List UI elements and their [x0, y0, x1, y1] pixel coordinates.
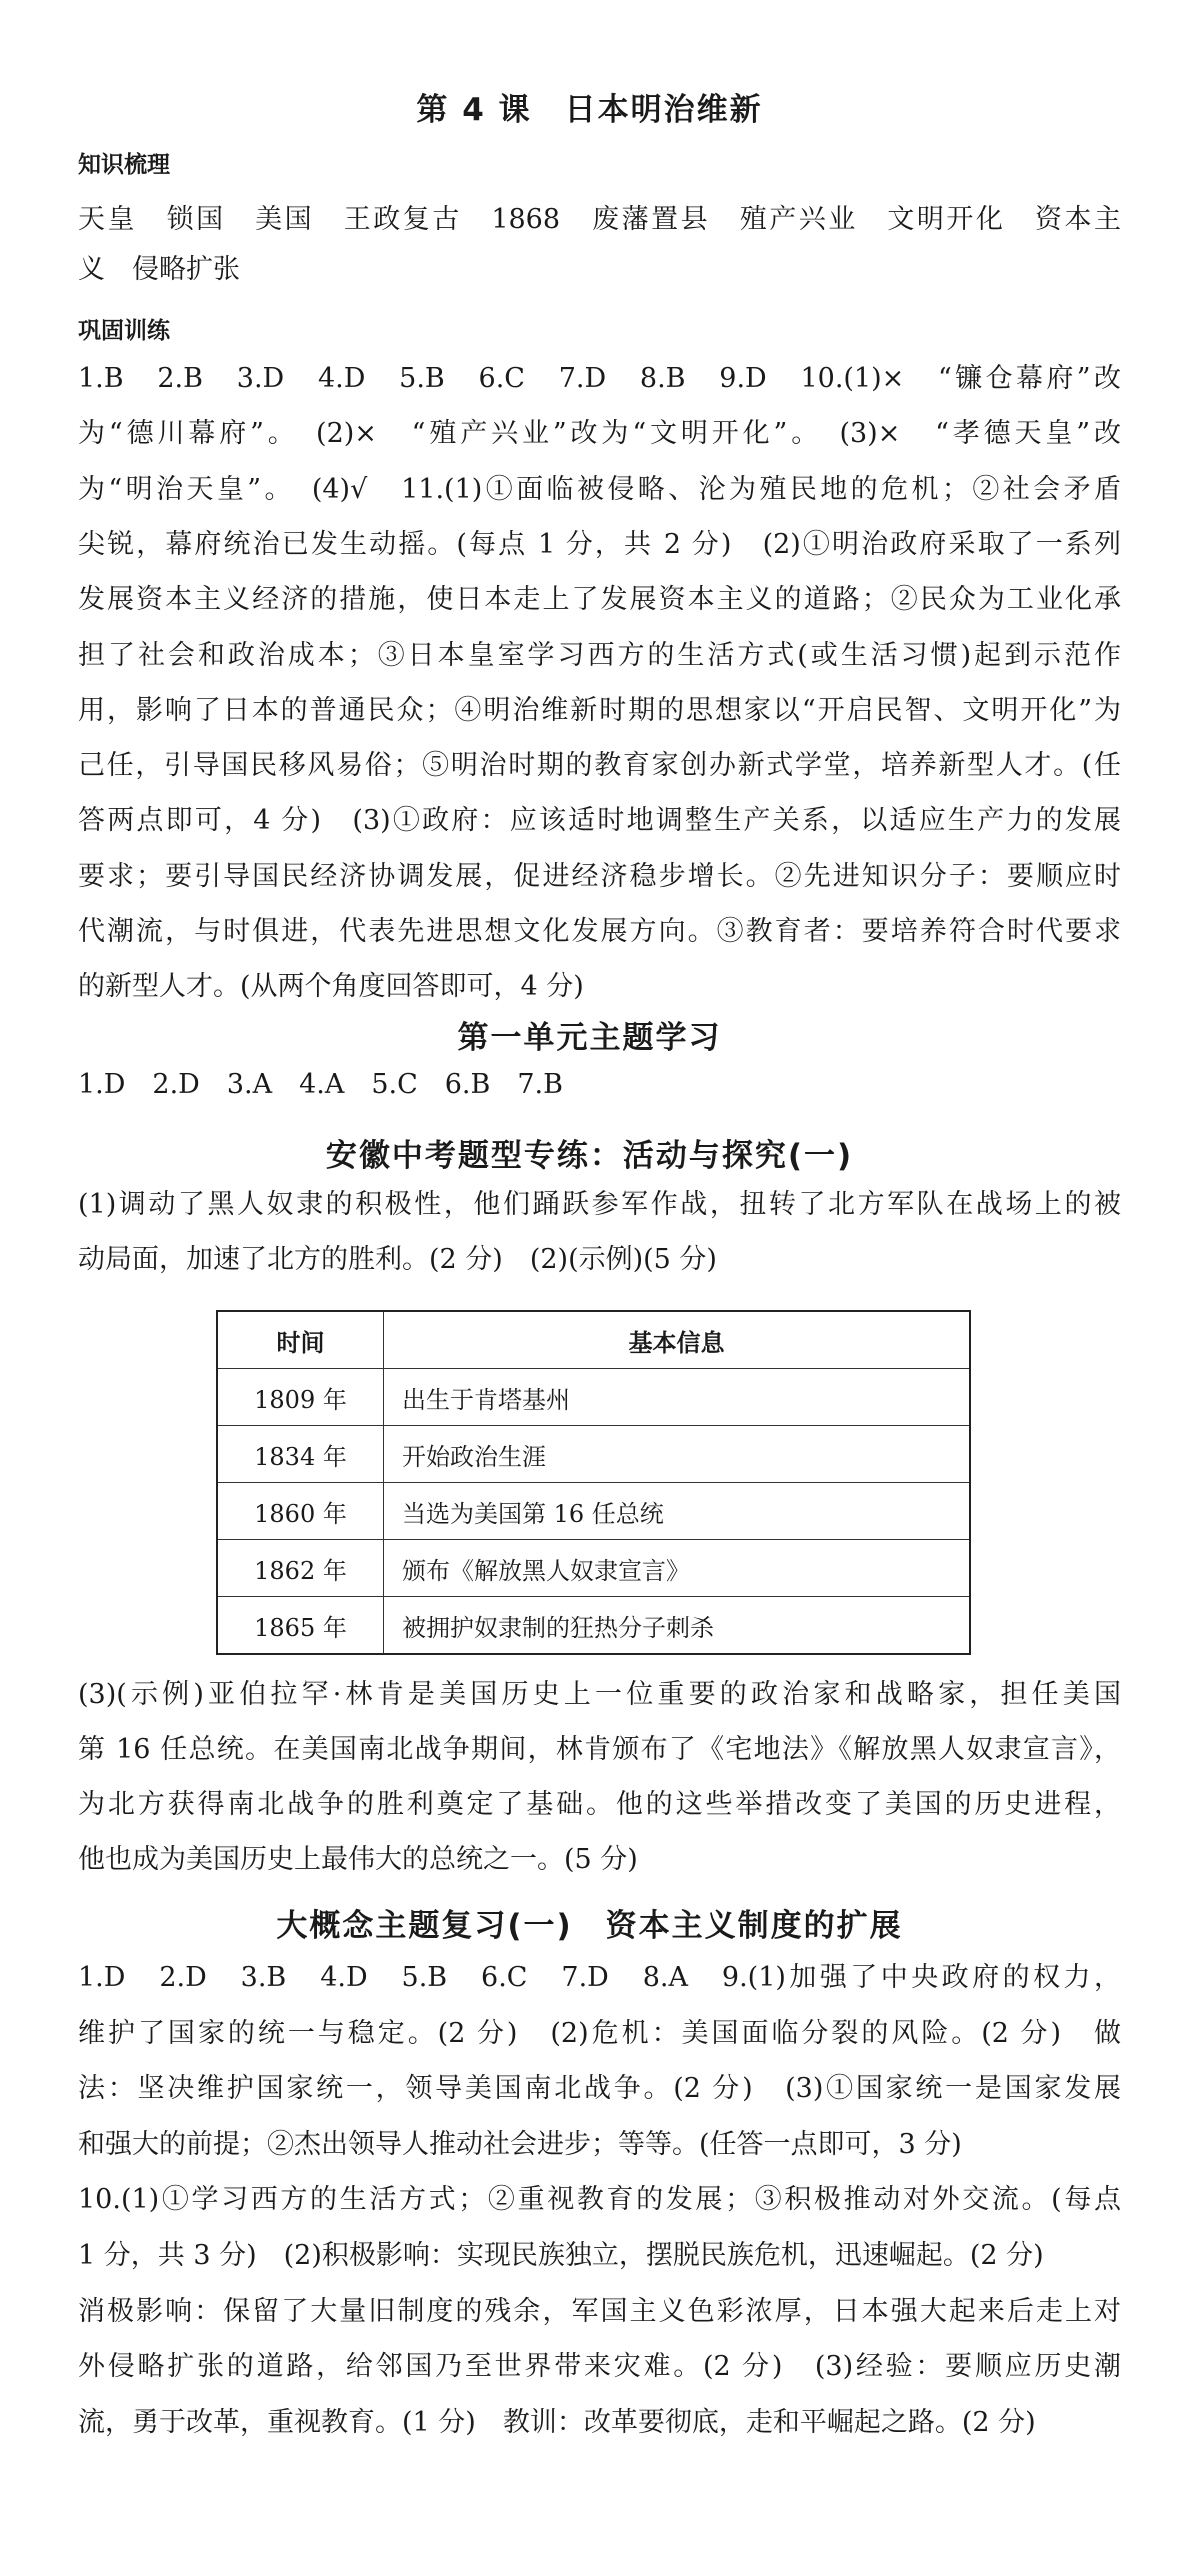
cell-info: 被拥护奴隶制的狂热分子刺杀	[384, 1597, 971, 1655]
text-line: 他也成为美国历史上最伟大的总统之一。(5 分)	[78, 1844, 638, 1875]
text-line: (1)调动了黑人奴隶的积极性，他们踊跃参军作战，扭转了北方军队在战场上的被	[78, 1189, 1121, 1220]
text-line: 1.B 2.B 3.D 4.D 5.B 6.C 7.D 8.B 9.D 10.(1)× “镰仓幕府”改	[78, 363, 1121, 394]
table-row	[217, 1369, 970, 1426]
cell-year: 1862 年	[217, 1540, 384, 1597]
text-line: 第 16 任总统。在美国南北战争期间，林肯颁布了《宅地法》《解放黑人奴隶宣言》，	[78, 1734, 1121, 1765]
text-line: 流，勇于改革，重视教育。(1 分) 教训：改革要彻底，走和平崛起之路。(2 分)	[78, 2406, 1036, 2438]
text-line: 法：坚决维护国家统一，领导美国南北战争。(2 分) (3)①国家统一是国家发展	[78, 2073, 1121, 2105]
section-practice: 巩固训练	[78, 318, 170, 344]
text-line: 为“德川幕府”。 (2)× “殖产兴业”改为“文明开化”。 (3)× “孝德天皇”改	[78, 418, 1121, 450]
table-row	[217, 1540, 970, 1597]
lincoln-table	[216, 1310, 971, 1655]
review1-title: 大概念主题复习(一) 资本主义制度的扩展	[276, 1908, 903, 1944]
cell-year: 1860 年	[217, 1483, 384, 1540]
text-line: 己任，引导国民移风易俗；⑤明治时期的教育家创办新式学堂，培养新型人才。(任	[78, 750, 1121, 782]
text-line: 维护了国家的统一与稳定。(2 分) (2)危机：美国面临分裂的风险。(2 分) 做	[78, 2017, 1121, 2049]
cell-year: 1865 年	[217, 1597, 384, 1655]
text-line: 发展资本主义经济的措施，使日本走上了发展资本主义的道路；②民众为工业化承	[78, 584, 1121, 616]
section-knowledge: 知识梳理	[78, 152, 170, 178]
text-line: 1.D 2.D 3.A 4.A 5.C 6.B 7.B	[78, 1069, 563, 1100]
anhui-title: 安徽中考题型专练：活动与探究(一)	[325, 1138, 854, 1174]
text-line: 代潮流，与时俱进，代表先进思想文化发展方向。③教育者：要培养符合时代要求	[78, 916, 1121, 947]
table-header-info: 基本信息	[384, 1311, 971, 1369]
cell-info: 颁布《解放黑人奴隶宣言》	[384, 1540, 971, 1597]
text-line: 外侵略扩张的道路，给邻国乃至世界带来灾难。(2 分) (3)经验：要顺应历史潮	[78, 2351, 1121, 2383]
cell-info: 当选为美国第 16 任总统	[384, 1483, 971, 1540]
text-line: 用，影响了日本的普通民众；④明治维新时期的思想家以“开启民智、文明开化”为	[78, 694, 1121, 726]
cell-year: 1809 年	[217, 1369, 384, 1426]
text-line: 和强大的前提；②杰出领导人推动社会进步；等等。(任答一点即可，3 分)	[78, 2128, 962, 2160]
lesson4-title: 第 4 课 日本明治维新	[416, 92, 763, 128]
text-line: 动局面，加速了北方的胜利。(2 分) (2)(示例)(5 分)	[78, 1244, 717, 1275]
text-line: 消极影响：保留了大量旧制度的残余，军国主义色彩浓厚，日本强大起来后走上对	[78, 2295, 1121, 2327]
text-line: 10.(1)①学习西方的生活方式；②重视教育的发展；③积极推动对外交流。(每点	[78, 2184, 1121, 2216]
text-line: 为“明治天皇”。 (4)√ 11.(1)①面临被侵略、沦为殖民地的危机；②社会矛盾	[78, 473, 1121, 505]
text-line: (3)(示例)亚伯拉罕·林肯是美国历史上一位重要的政治家和战略家，担任美国	[78, 1679, 1121, 1710]
text-line: 为北方获得南北战争的胜利奠定了基础。他的这些举措改变了美国的历史进程，	[78, 1789, 1121, 1820]
text-line: 要求；要引导国民经济协调发展，促进经济稳步增长。②先进知识分子：要顺应时	[78, 860, 1121, 892]
cell-year: 1834 年	[217, 1426, 384, 1483]
table-row	[217, 1426, 970, 1483]
text-line: 担了社会和政治成本；③日本皇室学习西方的生活方式(或生活习惯)起到示范作	[78, 639, 1121, 671]
text-line: 答两点即可，4 分) (3)①政府：应该适时地调整生产关系，以适应生产力的发展	[78, 805, 1121, 837]
table-row	[217, 1597, 970, 1655]
text-line: 1.D 2.D 3.B 4.D 5.B 6.C 7.D 8.A 9.(1)加强了中央政府的权力，	[78, 1962, 1121, 1993]
text-line: 义 侵略扩张	[78, 254, 240, 285]
cell-info: 开始政治生涯	[384, 1426, 971, 1483]
text-line: 尖锐，幕府统治已发生动摇。(每点 1 分，共 2 分) (2)①明治政府采取了一系列	[78, 528, 1121, 560]
cell-info: 出生于肯塔基州	[384, 1369, 971, 1426]
text-line: 1 分，共 3 分) (2)积极影响：实现民族独立，摆脱民族危机，迅速崛起。(2 分)	[78, 2240, 1044, 2271]
text-line: 的新型人才。(从两个角度回答即可，4 分)	[78, 971, 584, 1003]
table-row	[217, 1483, 970, 1540]
table-header-time: 时间	[217, 1311, 384, 1369]
text-line: 天皇 锁国 美国 王政复古 1868 废藩置县 殖产兴业 文明开化 资本主	[78, 204, 1121, 235]
unit1-title: 第一单元主题学习	[457, 1020, 722, 1056]
